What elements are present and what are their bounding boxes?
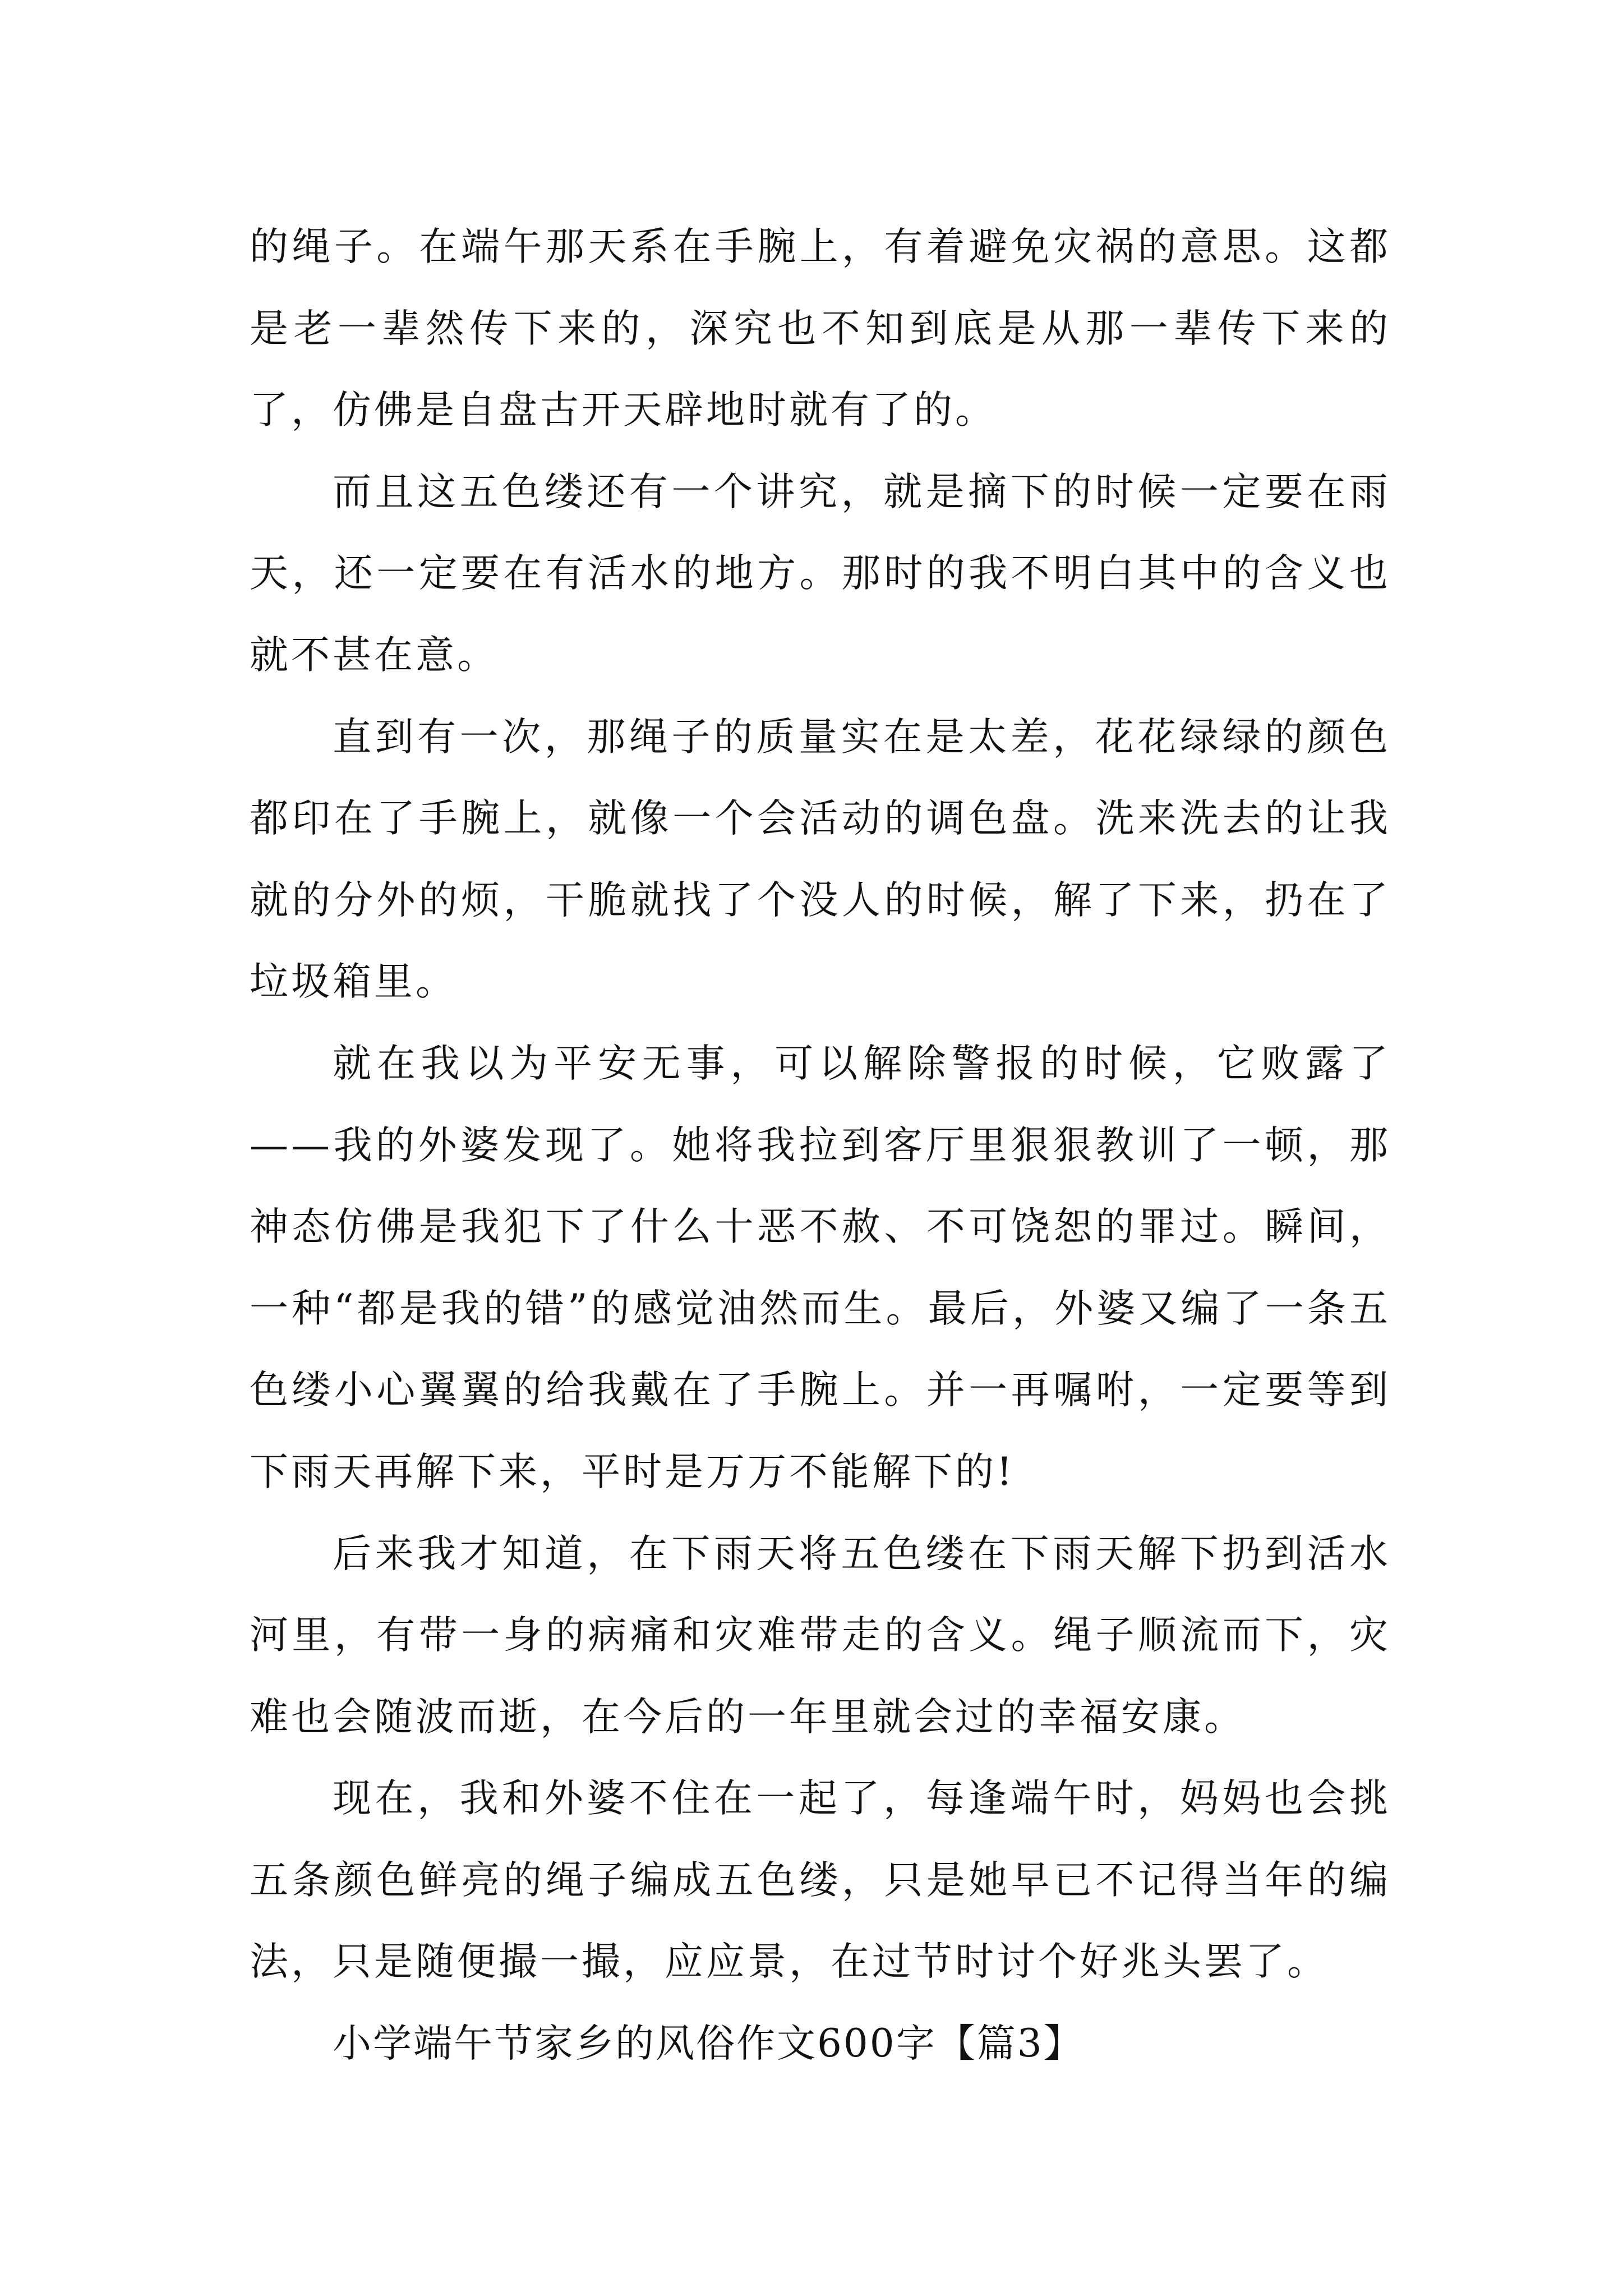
paragraph-4: 就在我以为平安无事，可以解除警报的时候，它败露了——我的外婆发现了。她将我拉到客厅里狠狠教训了一顿，那神态仿佛是我犯下了什么十恶不赦、不可饶恕的罪过。瞬间，一种“都是我的错”的感觉油然而生。最后，外婆又编了一条五色缕小心翼翼的给我戴在了手腕上。并一再嘱咐，一定要等到下雨天再解下来，平时是万万不能解下的! (250, 1041, 1391, 1494)
paragraph-5: 后来我才知道，在下雨天将五色缕在下雨天解下扔到活水河里，有带一身的病痛和灾难带走的含义。绳子顺流而下，灾难也会随波而逝，在今后的一年里就会过的幸福安康。 (250, 1531, 1391, 1740)
paragraph-6: 现在，我和外婆不住在一起了，每逢端午时，妈妈也会挑五条颜色鲜亮的绳子编成五色缕，只是她早已不记得当年的编法，只是随便撮一撮，应应景，在过节时讨个好兆头罢了。 (250, 1776, 1391, 1985)
section-heading: 小学端午节家乡的风俗作文600字【篇3】 (333, 2021, 1084, 2067)
article-body (250, 206, 1391, 2085)
paragraph-2: 而且这五色缕还有一个讲究，就是摘下的时候一定要在雨天，还一定要在有活水的地方。那时的我不明白其中的含义也就不甚在意。 (250, 469, 1391, 678)
paragraph-3: 直到有一次，那绳子的质量实在是太差，花花绿绿的颜色都印在了手腕上，就像一个会活动的调色盘。洗来洗去的让我就的分外的烦，干脆就找了个没人的时候，解了下来，扔在了垃圾箱里。 (250, 714, 1391, 1005)
paragraph-1: 的绳子。在端午那天系在手腕上，有着避免灾祸的意思。这都是老一辈然传下来的，深究也不知到底是从那一辈传下来的了，仿佛是自盘古开天辟地时就有了的。 (250, 224, 1391, 433)
